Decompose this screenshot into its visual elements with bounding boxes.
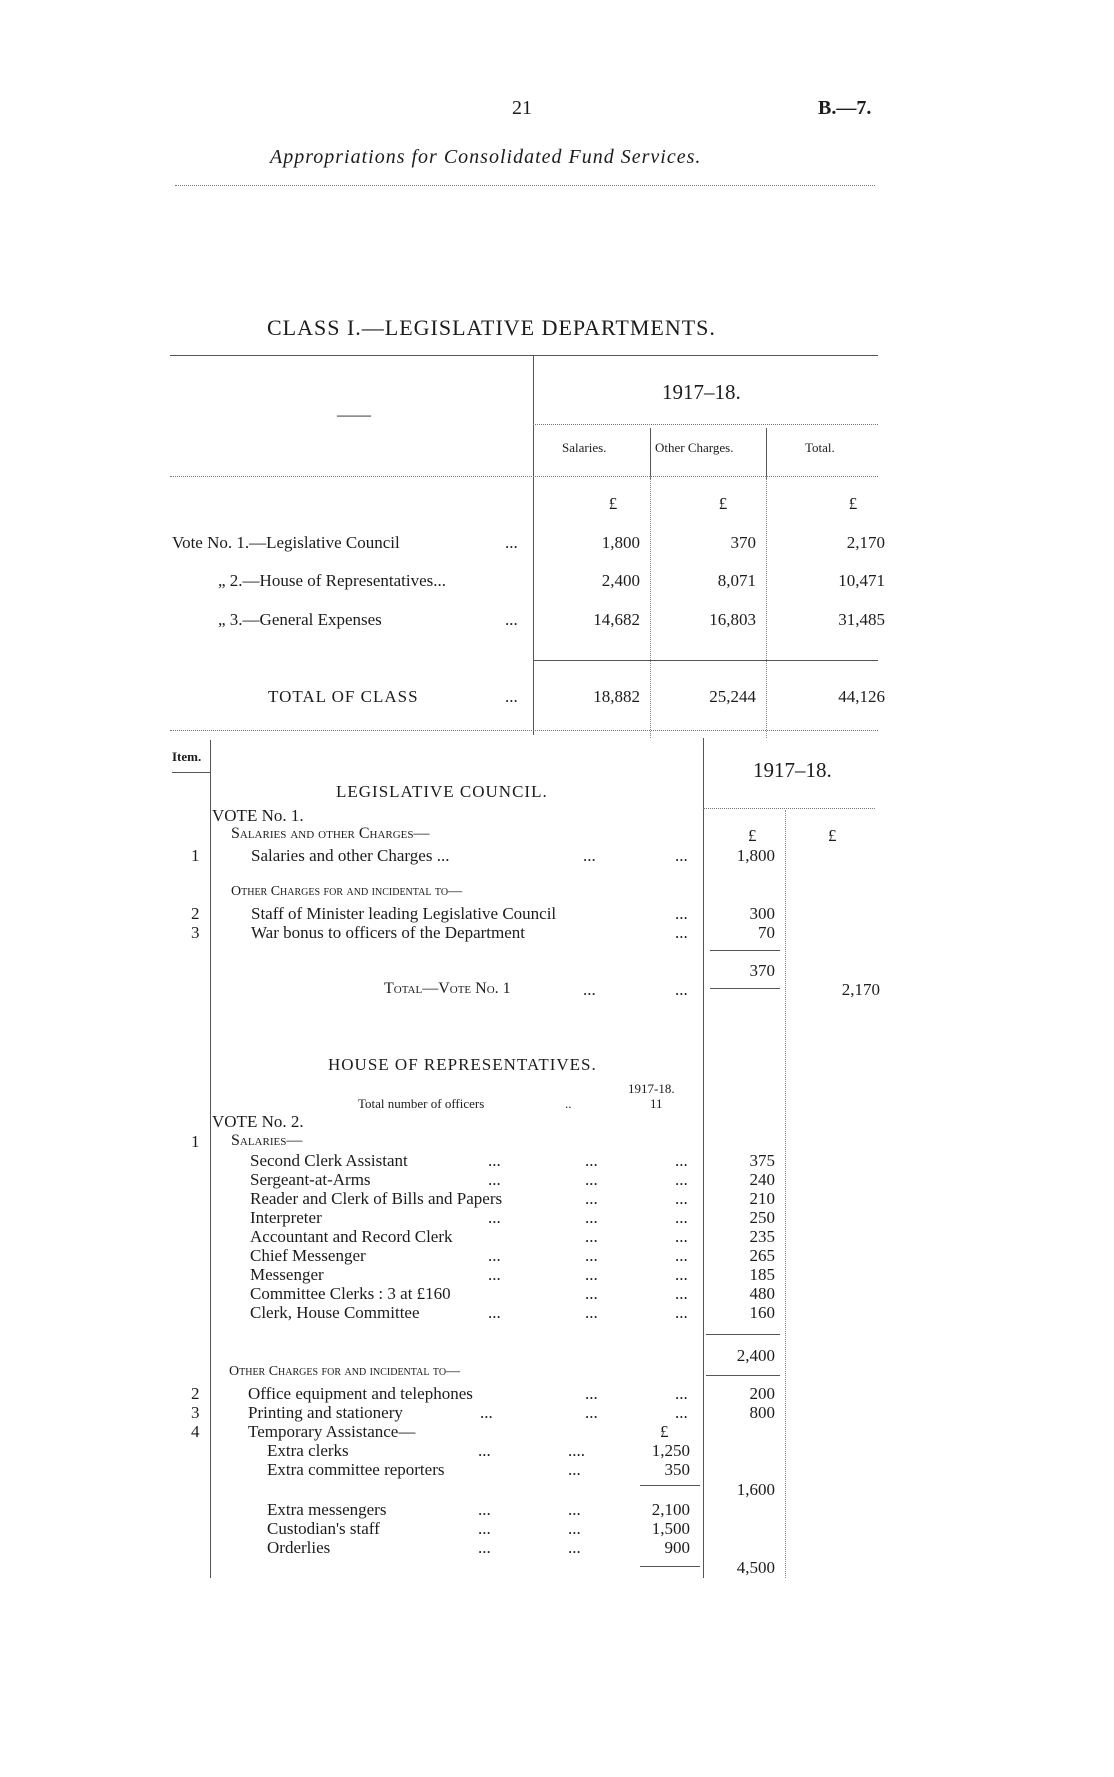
leader-dots: ...: [488, 1170, 501, 1189]
line-item-label: Clerk, House Committee: [250, 1303, 420, 1322]
item-number: 1: [191, 846, 200, 865]
leader-dots: ...: [675, 846, 688, 865]
unit-other: £: [718, 494, 728, 513]
sub-amount: 2,100: [651, 1500, 690, 1519]
unit-subcolumn: £: [660, 1422, 669, 1441]
leader-dots: ...: [585, 1303, 598, 1322]
summary-total-label: TOTAL OF CLASS: [268, 687, 419, 706]
unit-total: £: [848, 494, 858, 513]
line-item-label: War bonus to officers of the Department: [251, 923, 526, 942]
leader-dots: ...: [675, 1189, 688, 1208]
item-number: 3: [191, 1403, 200, 1422]
summary-col-sep: [766, 428, 767, 480]
col-salaries-header: Salaries.: [562, 440, 607, 455]
line-item-label: Salaries and other Charges ...: [251, 846, 450, 865]
leader-dots: ...: [675, 923, 688, 942]
line-item-amount: 300: [749, 904, 775, 923]
leader-dots: ...: [675, 1151, 688, 1170]
summary-col-sep: [650, 476, 651, 738]
unit-salaries: £: [608, 494, 618, 513]
leader-dots: ...: [675, 1246, 688, 1265]
summary-top-rule: [170, 355, 878, 356]
line-item-label: Orderlies: [267, 1538, 331, 1557]
summary-total-value: 2,170: [846, 533, 885, 552]
summary-other-value: 370: [730, 533, 756, 552]
summary-total-value: 31,485: [838, 610, 885, 629]
hr-other-charges-heading: Other Charges for and incidental to—: [229, 1364, 461, 1379]
subtotal-amount: 370: [749, 961, 775, 980]
total-total-value: 44,126: [838, 687, 885, 706]
document-reference: B.—7.: [818, 97, 872, 119]
line-item-amount: 240: [749, 1170, 775, 1189]
vote-2-heading: VOTE No. 2.: [212, 1112, 304, 1131]
subtotal-rule: [710, 988, 780, 989]
line-item-label: Messenger: [250, 1265, 324, 1284]
leader-dots: ...: [488, 1246, 501, 1265]
leader-dots: ...: [478, 1519, 491, 1538]
leader-dots: ...: [585, 1265, 598, 1284]
line-item-label: Second Clerk Assistant: [250, 1151, 408, 1170]
header-rule: [175, 185, 875, 186]
summary-other-value: 16,803: [709, 610, 756, 629]
summary-salaries-value: 2,400: [601, 571, 640, 590]
leader-dots: ...: [585, 1403, 598, 1422]
leader-dots: ...: [568, 1538, 581, 1557]
summary-row-label: Vote No. 1.—Legislative Council: [172, 533, 400, 552]
leader-dots: ...: [675, 1170, 688, 1189]
line-item-label: Extra committee reporters: [267, 1460, 445, 1479]
leader-dots: ....: [568, 1441, 585, 1460]
summary-salaries-value: 14,682: [593, 610, 640, 629]
summary-divider: [533, 355, 534, 735]
line-item-amount: 210: [749, 1189, 775, 1208]
leader-dots: ...: [675, 1227, 688, 1246]
line-item-label: Extra messengers: [267, 1500, 387, 1519]
leader-dots: ...: [585, 1384, 598, 1403]
line-item-amount: 800: [749, 1403, 775, 1422]
item-number: 2: [191, 1384, 200, 1403]
vote-1-heading: VOTE No. 1.: [212, 806, 304, 825]
unit-amount: £: [748, 826, 757, 845]
leader-dots: ...: [675, 1284, 688, 1303]
item-number: 4: [191, 1422, 200, 1441]
hr-salaries-subtotal: 2,400: [736, 1346, 775, 1365]
leader-dots: ...: [488, 1208, 501, 1227]
summary-col-sep: [650, 428, 651, 480]
leader-dots: ...: [488, 1265, 501, 1284]
total-salaries-value: 18,882: [593, 687, 640, 706]
col-total-header: Total.: [805, 440, 835, 455]
lc-other-charges-heading: Other Charges for and incidental to—: [231, 884, 463, 899]
officers-count: 11: [650, 1096, 663, 1111]
line-item-amount: 200: [749, 1384, 775, 1403]
leader-dots: ...: [675, 1403, 688, 1422]
leader-dots: ...: [675, 1208, 688, 1227]
line-item-amount: 185: [749, 1265, 775, 1284]
leader-dots: ...: [505, 533, 518, 552]
item-number: 3: [191, 923, 200, 942]
leader-dots: ...: [583, 980, 596, 999]
leader-dots: ...: [488, 1151, 501, 1170]
line-item-label: Reader and Clerk of Bills and Papers: [250, 1189, 503, 1208]
leader-dots: ...: [568, 1460, 581, 1479]
line-item-label: Sergeant-at-Arms: [250, 1170, 371, 1189]
sub-amount: 900: [664, 1538, 690, 1557]
sub-amount: 350: [664, 1460, 690, 1479]
line-item-amount: 160: [749, 1303, 775, 1322]
lc-salaries-heading: Salaries and other Charges—: [231, 825, 430, 842]
amount-column-divider: [703, 738, 704, 1578]
total-column-divider: [785, 810, 786, 1578]
leader-dots: ...: [585, 1151, 598, 1170]
leader-dots: ...: [675, 904, 688, 923]
leader-dots: ...: [585, 1227, 598, 1246]
item-column-header: Item.: [172, 749, 202, 764]
temporary-assistance-subtotal-1: 1,600: [736, 1480, 775, 1499]
hr-salaries-heading: Salaries—: [231, 1132, 303, 1149]
subtotal-rule: [706, 1375, 780, 1376]
line-item-label: Interpreter: [250, 1208, 322, 1227]
leader-dots: ...: [675, 1384, 688, 1403]
summary-row-label: „ 3.—General Expenses: [218, 610, 382, 629]
leader-dots: ...: [675, 1265, 688, 1284]
leader-dots: ...: [478, 1500, 491, 1519]
leader-dots: ...: [585, 1246, 598, 1265]
leader-dots: ...: [568, 1500, 581, 1519]
line-item-label: Temporary Assistance—: [248, 1422, 416, 1441]
officers-label: Total number of officers: [358, 1096, 485, 1111]
page-subtitle: Appropriations for Consolidated Fund Services.: [270, 146, 702, 168]
leader-dots: ...: [585, 1189, 598, 1208]
line-item-label: Staff of Minister leading Legislative Council: [251, 904, 557, 923]
leader-dots: ...: [505, 687, 518, 706]
subtotal-rule: [640, 1566, 700, 1567]
detail-year-rule: [703, 808, 875, 809]
summary-total-value: 10,471: [838, 571, 885, 590]
item-column-divider: [210, 740, 211, 1578]
summary-year-rule: [533, 424, 878, 425]
vote-1-total-label: Total—Vote No. 1: [384, 980, 511, 997]
leader-dots: ...: [585, 1208, 598, 1227]
page-number: 21: [512, 97, 532, 119]
officers-year-header: 1917-18.: [628, 1081, 675, 1096]
summary-row-label: „ 2.—House of Representatives...: [218, 571, 447, 590]
col-other-charges-header: Other Charges.: [655, 440, 734, 455]
leader-dots: ...: [480, 1403, 493, 1422]
line-item-label: Chief Messenger: [250, 1246, 366, 1265]
item-header-rule: [172, 772, 210, 773]
item-number: 1: [191, 1132, 200, 1151]
detail-year: 1917–18.: [753, 758, 832, 782]
house-of-representatives-heading: HOUSE OF REPRESENTATIVES.: [328, 1055, 597, 1074]
line-item-label: Office equipment and telephones: [248, 1384, 473, 1403]
line-item-label: Extra clerks: [267, 1441, 349, 1460]
line-item-label: Accountant and Record Clerk: [250, 1227, 453, 1246]
leader-dots: ...: [585, 1284, 598, 1303]
unit-total: £: [828, 826, 837, 845]
leader-dots: ...: [585, 1170, 598, 1189]
temporary-assistance-subtotal-2: 4,500: [736, 1558, 775, 1577]
line-item-label: Printing and stationery: [248, 1403, 403, 1422]
line-item-label: Committee Clerks : 3 at £160: [250, 1284, 451, 1303]
summary-year: 1917–18.: [662, 380, 741, 404]
line-item-amount: 250: [749, 1208, 775, 1227]
line-item-amount: 265: [749, 1246, 775, 1265]
subtotal-rule: [640, 1485, 700, 1486]
leader-dots: ...: [583, 846, 596, 865]
leader-dots: ...: [675, 980, 688, 999]
leader-dots: ...: [505, 610, 518, 629]
legislative-council-heading: LEGISLATIVE COUNCIL.: [336, 782, 548, 801]
line-item-amount: 235: [749, 1227, 775, 1246]
leader-dots: ...: [488, 1303, 501, 1322]
sub-amount: 1,500: [651, 1519, 690, 1538]
line-item-amount: 480: [749, 1284, 775, 1303]
summary-other-value: 8,071: [717, 571, 756, 590]
summary-header-rule: [170, 476, 878, 477]
summary-col-sep: [766, 476, 767, 738]
line-item-amount: 70: [758, 923, 775, 942]
subtotal-rule: [706, 1334, 780, 1335]
line-item-label: Custodian's staff: [267, 1519, 380, 1538]
total-other-value: 25,244: [709, 687, 756, 706]
class-title: CLASS I.—LEGISLATIVE DEPARTMENTS.: [267, 315, 716, 340]
leader-dots: ...: [675, 1303, 688, 1322]
summary-total-rule: [533, 660, 878, 661]
sub-amount: 1,250: [651, 1441, 690, 1460]
summary-salaries-value: 1,800: [601, 533, 640, 552]
item-number: 2: [191, 904, 200, 923]
leader-dots: ..: [565, 1096, 572, 1111]
subtotal-rule: [710, 950, 780, 951]
leader-dots: ...: [478, 1538, 491, 1557]
leader-dots: ...: [568, 1519, 581, 1538]
summary-blank-header: ——: [337, 405, 371, 424]
vote-1-total-amount: 2,170: [841, 980, 880, 999]
leader-dots: ...: [478, 1441, 491, 1460]
line-item-amount: 1,800: [736, 846, 775, 865]
line-item-amount: 375: [749, 1151, 775, 1170]
summary-bottom-rule: [170, 730, 878, 731]
